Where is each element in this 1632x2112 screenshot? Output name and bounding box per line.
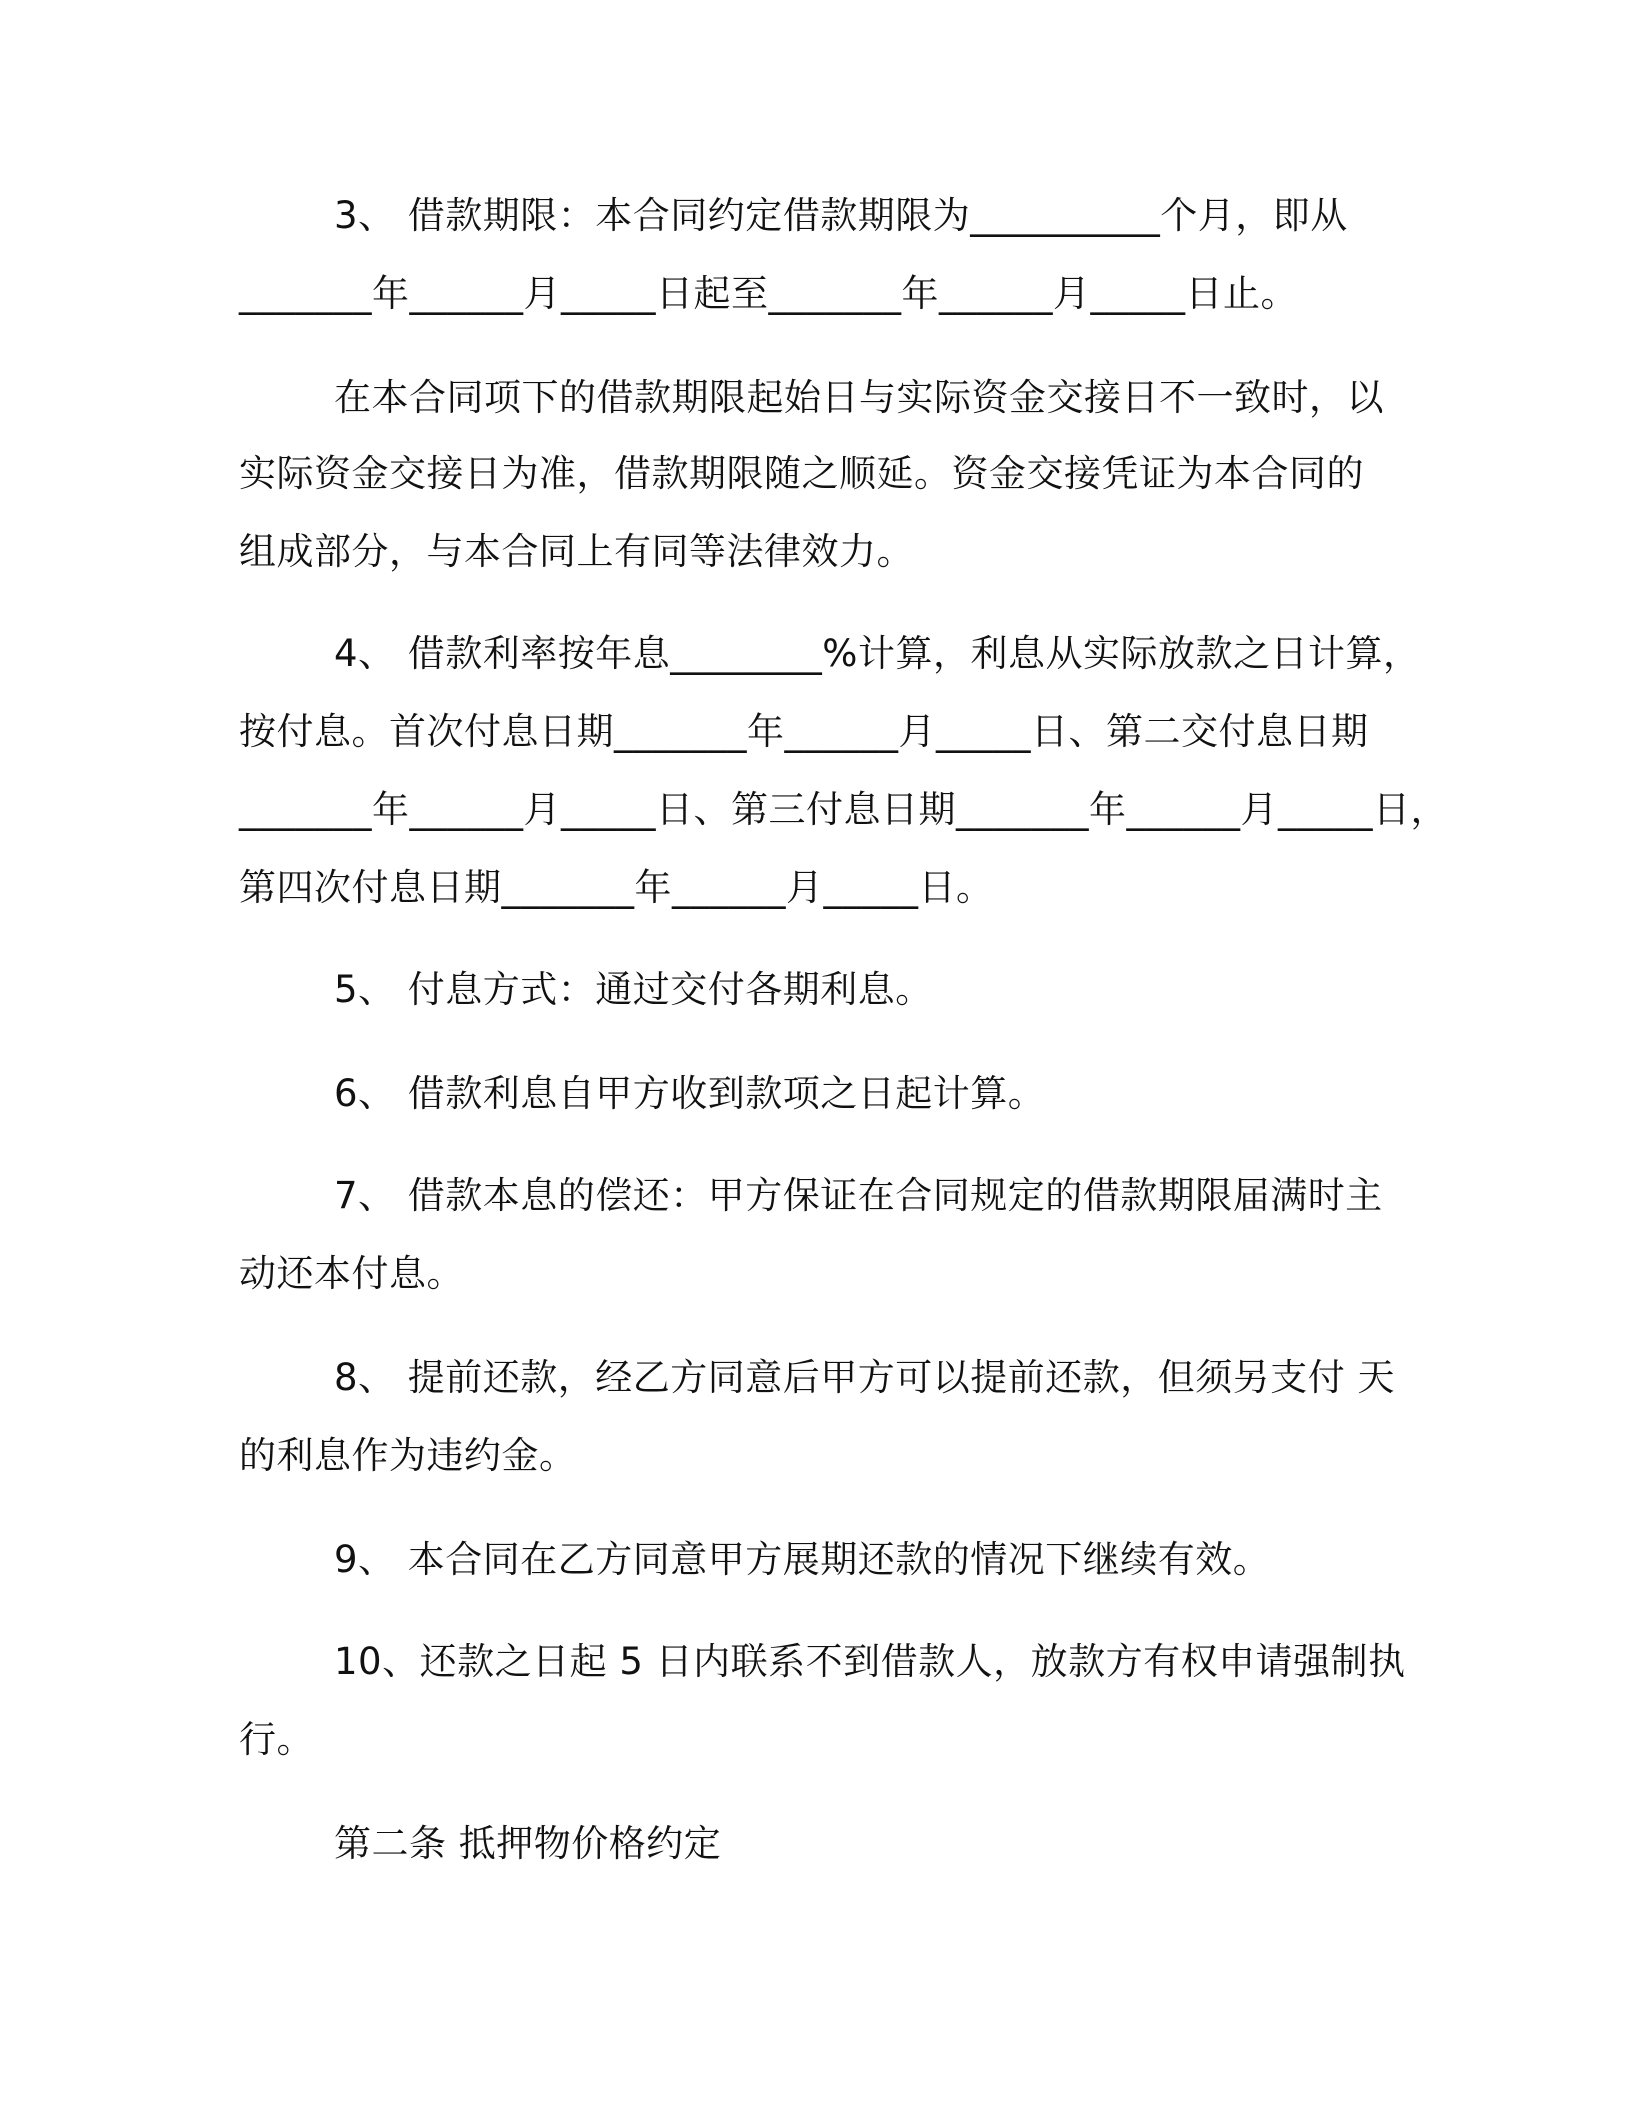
clause-4-line-4: 第四次付息日期_______年______月_____日。 (239, 866, 994, 909)
clause-3-line-2: _______年______月_____日起至_______年______月_____日止。 (239, 272, 1298, 315)
clause-9-line-1: 9、 本合同在乙方同意甲方展期还款的情况下继续有效。 (334, 1538, 1271, 1581)
clause-8-line-2: 的利息作为违约金。 (239, 1434, 577, 1477)
clause-4-line-3: _______年______月_____日、第三付息日期_______年______月_____日， (239, 788, 1448, 831)
paragraph-delay-line-1: 在本合同项下的借款期限起始日与实际资金交接日不一致时，以 (334, 376, 1384, 419)
clause-4-line-2: 按付息。首次付息日期_______年______月_____日、第二交付息日期 (239, 710, 1369, 753)
clause-10-line-2: 行。 (239, 1718, 314, 1761)
clause-7-line-2: 动还本付息。 (239, 1252, 464, 1295)
paragraph-delay-line-3: 组成部分，与本合同上有同等法律效力。 (239, 530, 914, 573)
paragraph-delay-line-2: 实际资金交接日为准，借款期限随之顺延。资金交接凭证为本合同的 (239, 452, 1364, 495)
clause-3-line-1: 3、 借款期限：本合同约定借款期限为__________个月，即从 (334, 194, 1348, 237)
clause-6-line-1: 6、 借款利息自甲方收到款项之日起计算。 (334, 1072, 1046, 1115)
article-2-heading: 第二条 抵押物价格约定 (334, 1822, 722, 1865)
clause-4-line-1: 4、 借款利率按年息________%计算，利息从实际放款之日计算， (334, 632, 1421, 675)
clause-5-line-1: 5、 付息方式：通过交付各期利息。 (334, 968, 933, 1011)
clause-10-line-1: 10、还款之日起 5 日内联系不到借款人，放款方有权申请强制执 (334, 1640, 1406, 1683)
clause-8-line-1: 8、 提前还款，经乙方同意后甲方可以提前还款，但须另支付 天 (334, 1356, 1396, 1399)
clause-7-line-1: 7、 借款本息的偿还：甲方保证在合同规定的借款期限届满时主 (334, 1174, 1383, 1217)
